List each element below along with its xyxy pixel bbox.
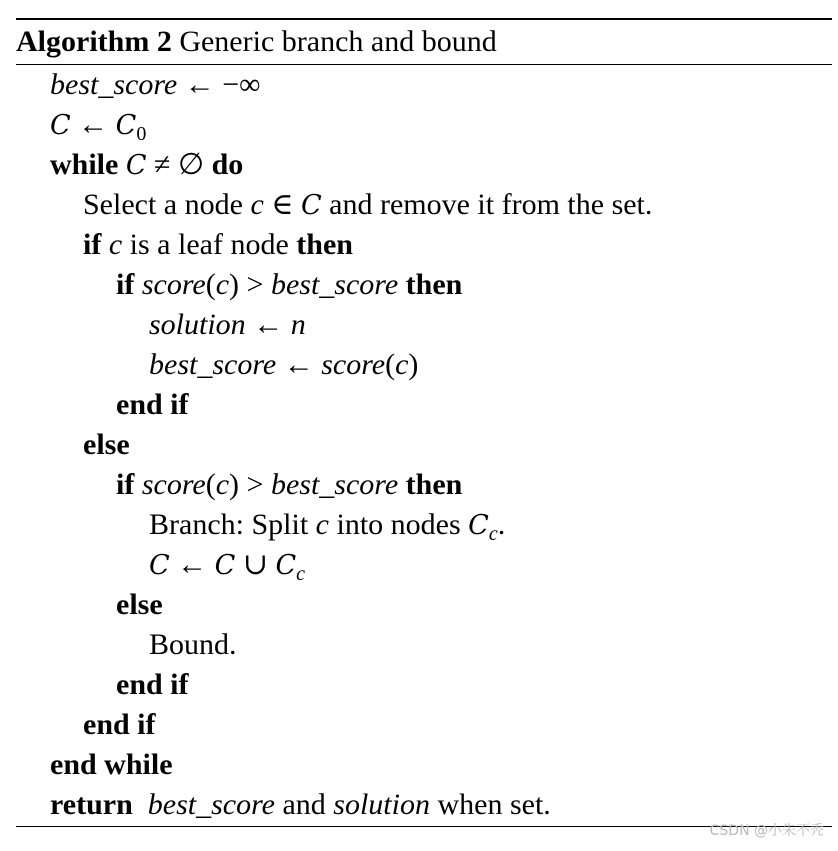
- var-c: c: [395, 348, 409, 381]
- kw-else: else: [83, 428, 130, 461]
- algorithm-caption: [16, 22, 497, 62]
- algo-line-9: [116, 385, 189, 425]
- element-of: ∈: [263, 188, 301, 221]
- assign-arrow: ←: [245, 308, 291, 341]
- text-bound: Bound.: [149, 628, 237, 661]
- text-leaf: is a leaf node: [122, 228, 297, 261]
- var-solution: solution: [333, 788, 430, 821]
- set-c0: C: [115, 110, 137, 141]
- kw-end-while: end while: [50, 748, 173, 781]
- text-into-nodes: into nodes: [328, 508, 469, 541]
- paren-close: ): [408, 348, 419, 381]
- var-best-score: best_score: [50, 68, 178, 101]
- algo-line-4: [83, 185, 652, 226]
- func-score: score: [141, 268, 206, 301]
- var-c: c: [215, 468, 230, 501]
- set-c: C: [125, 150, 147, 181]
- algo-line-15: [149, 625, 237, 665]
- algo-line-14: [116, 585, 163, 625]
- algo-line-7: [149, 305, 306, 345]
- algo-line-6: [116, 265, 462, 305]
- paren-open: (: [205, 468, 216, 501]
- kw-while: while: [50, 148, 119, 181]
- algorithm-label: Algorithm 2: [16, 25, 172, 58]
- algo-line-3: [50, 145, 243, 186]
- var-c: c: [108, 228, 123, 261]
- assign-neg-inf: ← −∞: [184, 68, 261, 101]
- func-score: score: [141, 468, 206, 501]
- algo-line-11: [116, 465, 462, 505]
- subscript-c: c: [296, 563, 306, 585]
- assign-arrow: ←: [276, 348, 322, 381]
- algorithm-title: Generic branch and bound: [179, 25, 497, 58]
- kw-end-if: end if: [83, 708, 156, 741]
- algo-line-1: [50, 65, 261, 105]
- assign-arrow: ←: [169, 548, 215, 581]
- subscript-0: 0: [136, 123, 147, 145]
- kw-if: if: [83, 228, 102, 261]
- set-c: C: [50, 110, 71, 141]
- var-n: n: [290, 308, 306, 341]
- algo-line-17: [83, 705, 156, 745]
- text-remove: and remove it from the set.: [321, 188, 653, 221]
- set-c: C: [300, 190, 322, 221]
- var-best-score: best_score: [270, 468, 399, 501]
- space: [101, 228, 109, 261]
- var-solution: solution: [149, 308, 246, 341]
- kw-then: then: [405, 268, 463, 301]
- kw-then: then: [296, 228, 353, 261]
- kw-if: if: [116, 268, 135, 301]
- subscript-c: c: [488, 523, 498, 545]
- algo-line-16: [116, 665, 189, 705]
- algo-line-13: [149, 545, 305, 594]
- period: .: [497, 508, 506, 541]
- set-c: C: [275, 550, 297, 581]
- not-empty: ≠ ∅: [146, 148, 212, 181]
- kw-end-if: end if: [116, 388, 189, 421]
- var-c: c: [315, 508, 329, 541]
- top-rule: [16, 18, 832, 20]
- var-c: c: [215, 268, 230, 301]
- watermark: CSDN @小朱不秃: [709, 823, 824, 839]
- set-c: C: [468, 510, 489, 541]
- set-c: C: [149, 550, 170, 581]
- set-c: C: [214, 550, 236, 581]
- paren-open: (: [385, 348, 396, 381]
- paren-open: (: [205, 268, 216, 301]
- func-score: score: [321, 348, 386, 381]
- kw-then: then: [405, 468, 463, 501]
- text-and: and: [274, 788, 334, 821]
- greater-than: ) >: [229, 468, 271, 501]
- var-best-score: best_score: [147, 788, 275, 821]
- kw-end-if: end if: [116, 668, 189, 701]
- algo-line-10: [83, 425, 130, 465]
- text-select: Select a node: [83, 188, 251, 221]
- algo-line-19: [50, 785, 551, 825]
- greater-than: ) >: [229, 268, 271, 301]
- var-c: c: [250, 188, 264, 221]
- assign-arrow: ←: [78, 108, 116, 141]
- var-best-score: best_score: [270, 268, 399, 301]
- kw-if: if: [116, 468, 135, 501]
- kw-return: return: [50, 788, 133, 821]
- text-when-set: when set.: [429, 788, 551, 821]
- algo-line-8: [149, 345, 418, 385]
- var-best-score: best_score: [149, 348, 277, 381]
- algo-line-5: [83, 225, 353, 265]
- text-branch: Branch: Split: [149, 508, 316, 541]
- kw-else: else: [116, 588, 163, 621]
- algo-line-18: [50, 745, 173, 785]
- union: ∪: [235, 548, 276, 581]
- kw-do: do: [211, 148, 244, 181]
